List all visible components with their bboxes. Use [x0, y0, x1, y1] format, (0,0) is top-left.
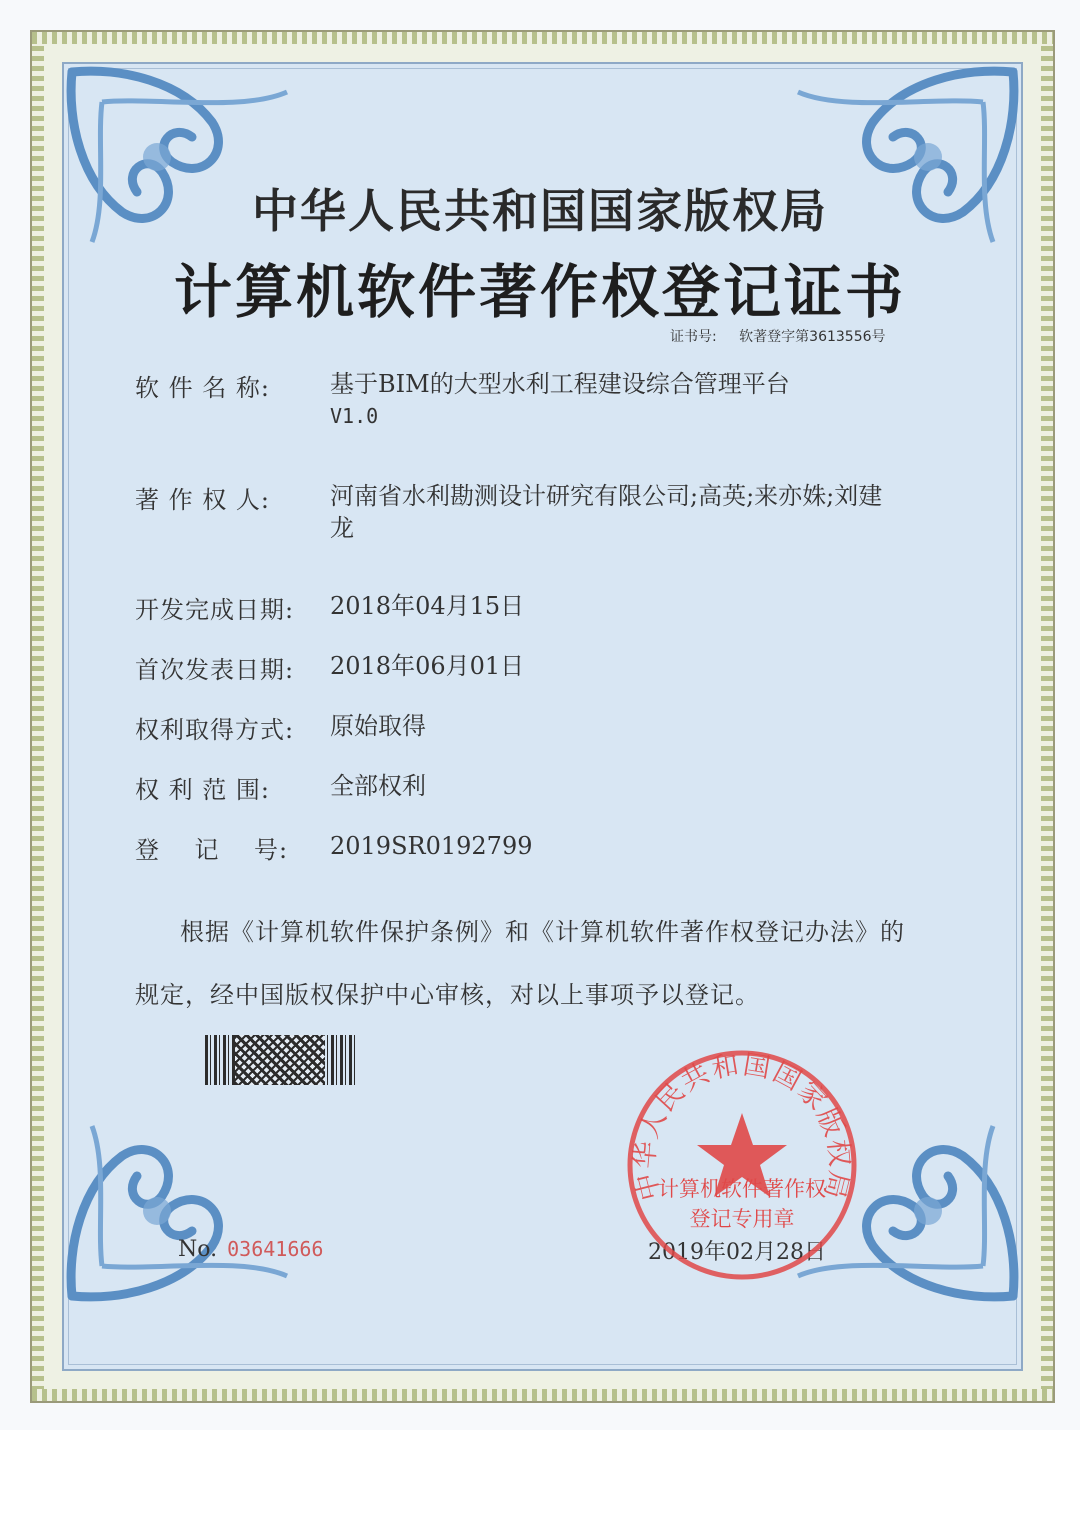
field-value-line: 龙 [330, 514, 354, 542]
seal-line-2: 登记专用章 [689, 1207, 795, 1231]
seal-line-1: 计算机软件著作权 [658, 1177, 826, 1201]
statement-line-2: 规定，经中国版权保护中心审核，对以上事项予以登记。 [135, 981, 760, 1009]
field-value: 原始取得 [330, 712, 426, 740]
certificate-number-label: 证书号: [670, 329, 717, 345]
serial-label: No. [178, 1237, 218, 1262]
field-label: 登 记 号: [135, 836, 289, 864]
certificate-number [670, 326, 886, 346]
field-value: 2018年06月01日 [330, 652, 525, 680]
qr-code-icon [235, 1035, 325, 1085]
seal-ring-icon [622, 1045, 862, 1285]
field-value [330, 480, 950, 544]
issuing-authority: 中华人民共和国国家版权局 [252, 184, 828, 238]
field-label: 首次发表日期: [135, 656, 295, 684]
field-label: 权利取得方式: [135, 716, 295, 744]
field-label: 软 件 名 称: [135, 374, 270, 402]
field-value [330, 368, 950, 432]
certificate-number-value: 软著登字第3613556号 [739, 329, 886, 345]
field-value: 2019SR0192799 [330, 832, 533, 860]
field-label: 权 利 范 围: [135, 776, 270, 804]
serial-number [178, 1237, 323, 1262]
field-value: 2018年04月15日 [330, 592, 525, 620]
corner-ornament-icon [62, 1116, 302, 1306]
field-label: 著 作 权 人: [135, 486, 270, 514]
field-value-line: 基于BIM的大型水利工程建设综合管理平台 [330, 370, 790, 398]
statement-line-1: 根据《计算机软件保护条例》和《计算机软件著作权登记办法》的 [180, 918, 905, 946]
official-seal [622, 1045, 862, 1285]
seal-ring-text: 中华人民共和国国家版权局 [629, 1049, 855, 1204]
field-value-line: 河南省水利勘测设计研究有限公司;高英;来亦姝;刘建 [330, 482, 883, 510]
certificate-title: 计算机软件著作权登记证书 [173, 258, 906, 326]
field-label: 开发完成日期: [135, 596, 295, 624]
field-value: 全部权利 [330, 772, 426, 800]
barcode-icon [205, 1035, 355, 1085]
serial-value: 03641666 [227, 1237, 324, 1261]
issue-date: 2019年02月28日 [648, 1240, 826, 1265]
field-value-line: V1.0 [330, 404, 379, 428]
